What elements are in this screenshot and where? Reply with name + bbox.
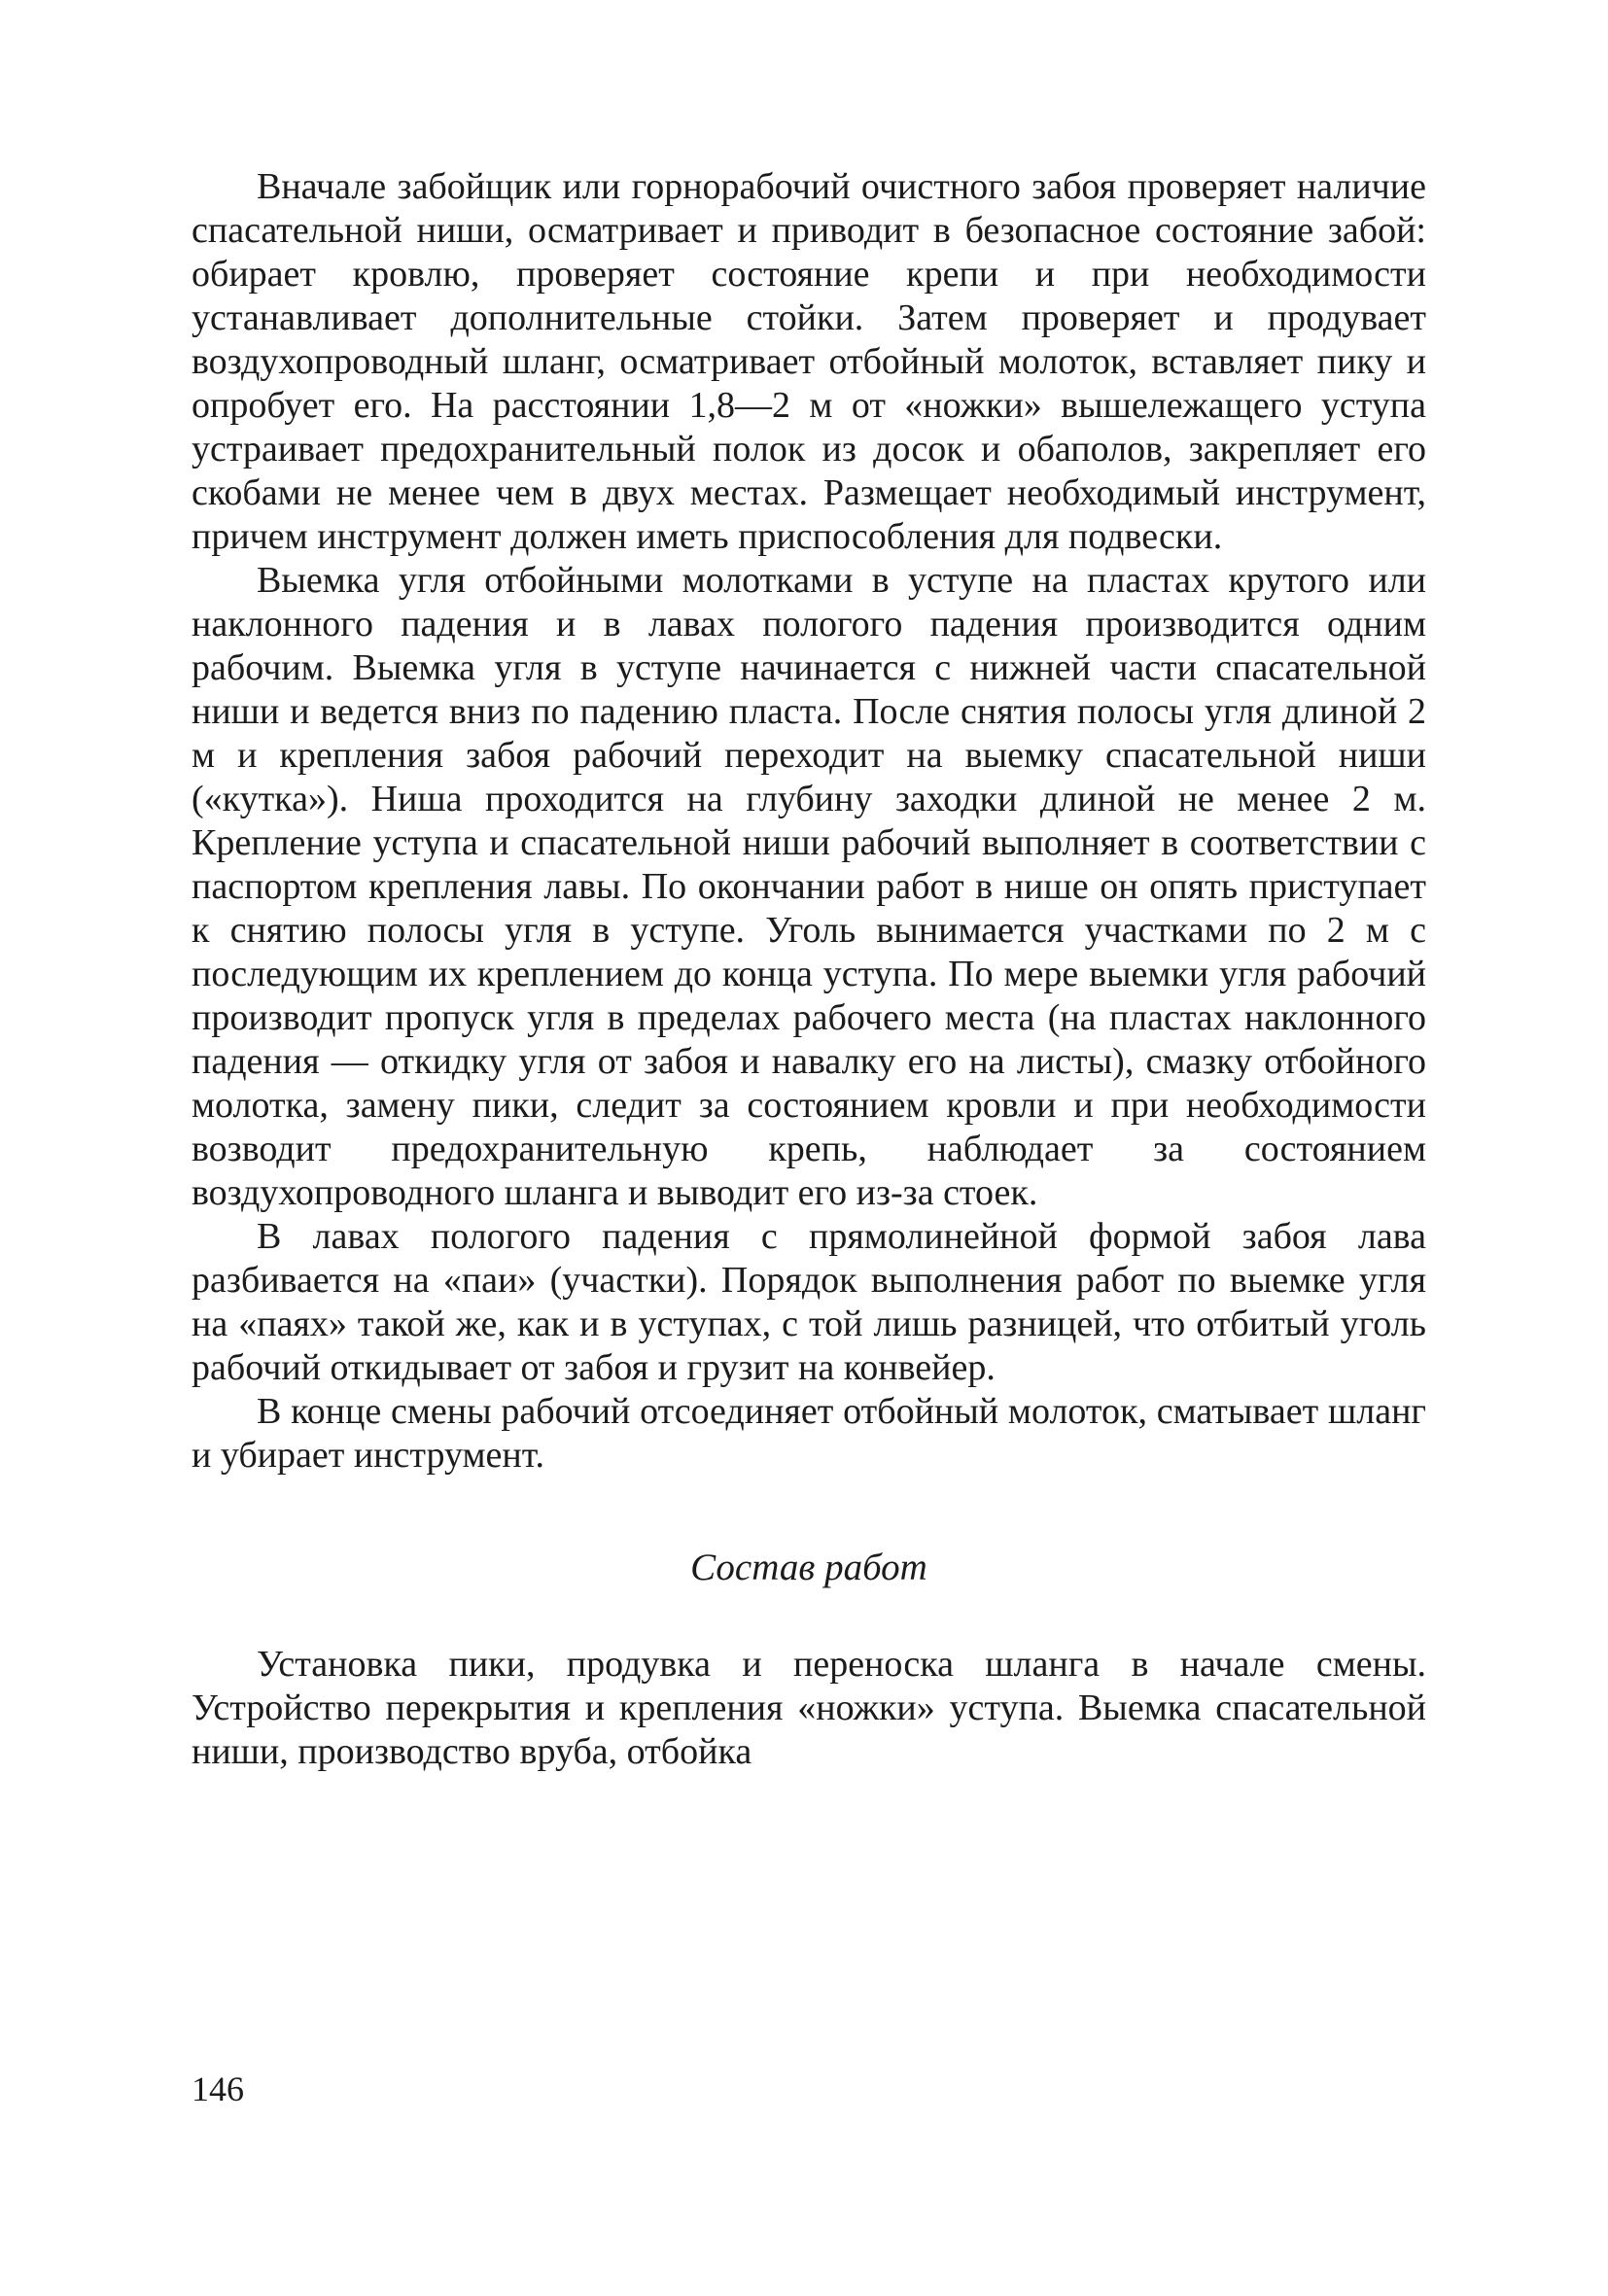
page-body [192, 165, 1426, 1774]
paragraph-shift-end: В конце смены рабочий отсоединяет отбойный молоток, сматывает шланг и убирает инструмент. [192, 1391, 1426, 1476]
paragraph-coal-extraction: Выемка угля отбойными молотками в уступе на пластах крутого или наклонного падения и в лавах пологого падения производится одним рабочим. Выемка угля в уступе начинается с нижней части спасательной ниши и ведется вниз по падению пласта. После снятия полосы угля длиной 2 м и крепления забоя рабочий переходит на выемку спасательной ниши («кутка»). Ниша проходится на глубину заходки длиной не менее 2 м. Крепление уступа и спасательной ниши рабочий выполняет в соответствии с паспортом крепления лавы. По окончании работ в нише он опять приступает к снятию полосы угля в уступе. Уголь вынимается участками по 2 м с последующим их креплением до конца уступа. По мере выемки угля рабочий производит пропуск угля в пределах рабочего места (на пластах наклонного падения — откидку угля от забоя и навалку его на листы), смазку отбойного молотка, замену пики, следит за состоянием кровли и при необходимости возводит предохранительную крепь, наблюдает за состоянием воздухопроводного шланга и выводит его из-за стоек. [192, 560, 1426, 1213]
section-heading: Состав работ [690, 1547, 927, 1588]
page-number: 146 [192, 2070, 244, 2108]
paragraph-preparation: Вначале забойщик или горнорабочий очистного забоя проверяет наличие спасательной ниши, осматривает и приводит в безопасное состояние забой: обирает кровлю, проверяет состояние крепи и при необходимости устанавливает дополнительные стойки. Затем проверяет и продувает воздухопроводный шланг, осматривает отбойный молоток, вставляет пику и опробует его. На расстоянии 1,8—2 м от «ножки» вышележащего уступа устраивает предохранительный полок из досок и обаполов, закрепляет его скобами не менее чем в двух местах. Размещает необходимый инструмент, причем инструмент должен иметь приспособления для подвески. [192, 166, 1426, 557]
paragraph-work-composition: Установка пики, продувка и переноска шланга в начале смены. Устройство перекрытия и крепления «ножки» уступа. Выемка спасательной ниши, производство вруба, отбойка [192, 1644, 1426, 1772]
paragraph-flat-seams: В лавах пологого падения с прямолинейной формой забоя лава разбивается на «паи» (участки). Порядок выполнения работ по выемке угля на «паях» такой же, как и в уступах, с той лишь разницей, что отбитый уголь рабочий откидывает от забоя и грузит на конвейер. [192, 1216, 1426, 1388]
